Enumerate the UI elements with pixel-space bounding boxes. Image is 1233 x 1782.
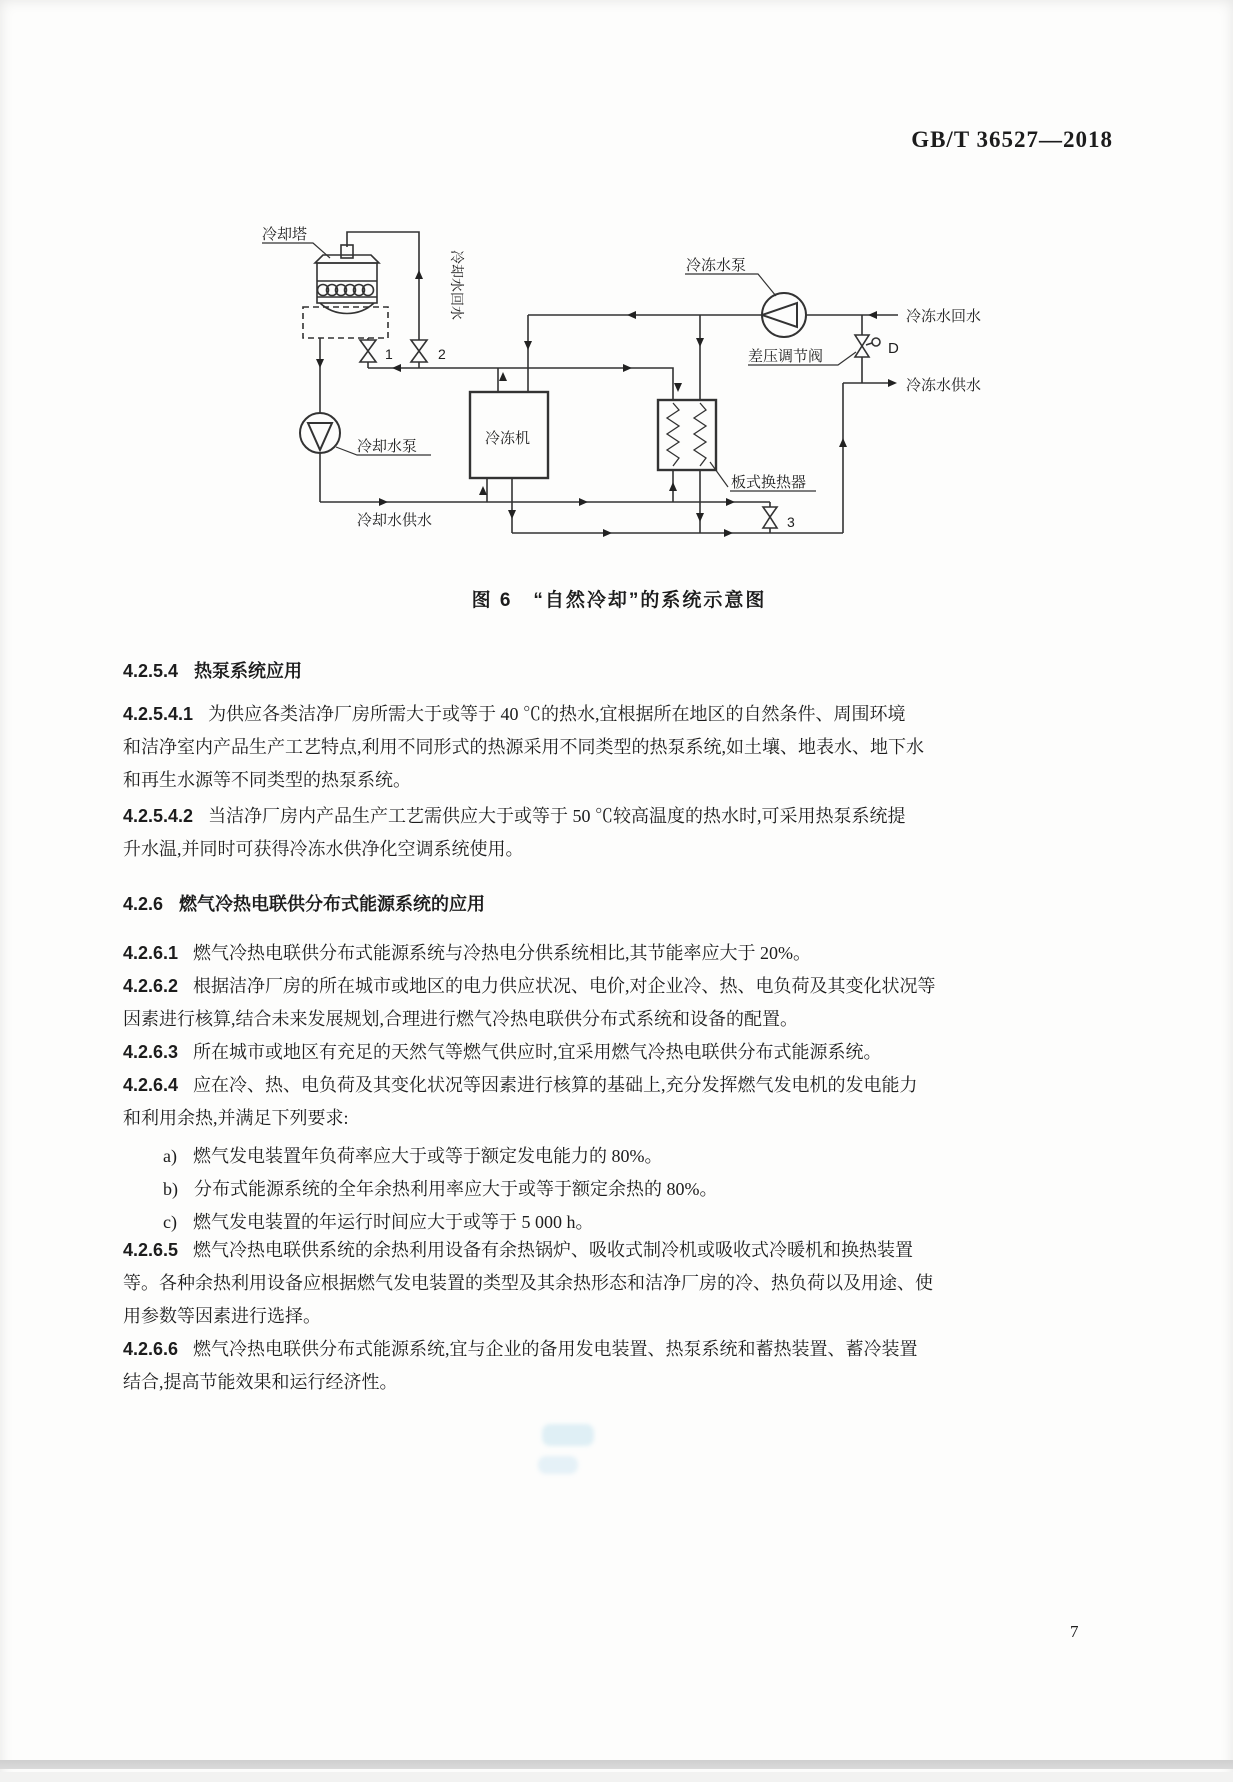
clause-text: 燃气冷热电联供分布式能源系统,宜与企业的备用发电装置、热泵系统和蓄热装置、蓄冷装置 — [193, 1339, 918, 1359]
clause-text: 和利用余热,并满足下列要求: — [123, 1108, 349, 1128]
paragraph-4-2-6-5 — [123, 1234, 1123, 1333]
valve-number-2: 2 — [438, 346, 446, 362]
chilled-water-return-label: 冷冻水回水 — [906, 308, 982, 325]
clause-text: 用参数等因素进行选择。 — [123, 1306, 321, 1326]
paragraph-4-2-6-2 — [123, 970, 1123, 1036]
section-title: 燃气冷热电联供分布式能源系统的应用 — [179, 894, 486, 914]
paragraph-4-2-5-4-2 — [123, 800, 1123, 866]
clause-text: 和洁净室内产品生产工艺特点,利用不同形式的热源采用不同类型的热泵系统,如土壤、地表水、地下水 — [123, 737, 924, 757]
valve-3 — [763, 507, 777, 528]
clause-number: 4.2.6.6 — [123, 1339, 179, 1359]
requirement-list — [123, 1140, 1123, 1239]
body-text — [123, 655, 1123, 1399]
chiller-label: 冷冻机 — [485, 430, 531, 447]
list-item-a — [123, 1140, 1123, 1173]
clause-text: 因素进行核算,结合未来发展规划,合理进行燃气冷热电联供分布式系统和设备的配置。 — [123, 1009, 798, 1029]
scan-edge-bar — [0, 1760, 1233, 1769]
paragraph-4-2-5-4-1 — [123, 698, 1123, 797]
list-text: 分布式能源系统的全年余热利用率应大于或等于额定余热的 80%。 — [194, 1179, 718, 1199]
paragraph-4-2-6-4 — [123, 1069, 1123, 1135]
figure-caption: 图 6 “自然冷却”的系统示意图 — [471, 590, 767, 611]
cooling-water-pump-label: 冷却水泵 — [357, 438, 418, 455]
chilled-water-pump-symbol — [762, 293, 806, 337]
valve-1 — [360, 340, 376, 362]
clause-number: 4.2.5.4.1 — [123, 704, 194, 724]
cooling-water-supply-label: 冷却水供水 — [357, 512, 433, 529]
clause-number: 4.2.6.1 — [123, 943, 179, 963]
cooling-water-return-label: 冷却水回水 — [449, 250, 465, 320]
heading-4-2-6 — [123, 888, 1123, 921]
valve-letter-d: D — [888, 340, 899, 357]
list-text: 燃气发电装置的年运行时间应大于或等于 5 000 h。 — [192, 1212, 594, 1232]
clause-text: 当洁净厂房内产品生产工艺需供应大于或等于 50 ℃较高温度的热水时,可采用热泵系统提 — [208, 806, 906, 826]
clause-text: 结合,提高节能效果和运行经济性。 — [123, 1372, 398, 1392]
pipe-network — [320, 232, 898, 533]
valve-number-3: 3 — [787, 514, 795, 530]
clause-text: 所在城市或地区有充足的天然气等燃气供应时,宜采用燃气冷热电联供分布式能源系统。 — [193, 1042, 882, 1062]
paragraph-4-2-6-1 — [123, 937, 1123, 970]
clause-text: 应在冷、热、电负荷及其变化状况等因素进行核算的基础上,充分发挥燃气发电机的发电能力 — [193, 1075, 918, 1095]
plate-heat-exchanger-box — [658, 400, 716, 470]
clause-number: 4.2.6.4 — [123, 1075, 179, 1095]
list-marker: a) — [163, 1146, 177, 1166]
system-diagram — [0, 0, 1233, 600]
valve-2 — [411, 340, 427, 362]
clause-text: 根据洁净厂房的所在城市或地区的电力供应状况、电价,对企业冷、热、电负荷及其变化状况等 — [193, 976, 936, 996]
clause-text: 燃气冷热电联供系统的余热利用设备有余热锅炉、吸收式制冷机或吸收式冷暖机和换热装置 — [193, 1240, 914, 1260]
section-number: 4.2.5.4 — [123, 661, 179, 681]
scan-watermark — [538, 1424, 608, 1482]
clause-text: 和再生水源等不同类型的热泵系统。 — [123, 770, 411, 790]
chilled-water-pump-label: 冷冻水泵 — [686, 257, 747, 274]
clause-text: 等。各种余热利用设备应根据燃气发电装置的类型及其余热形态和洁净厂房的冷、热负荷以及用途、使 — [123, 1273, 933, 1293]
list-marker: b) — [163, 1179, 178, 1199]
cooling-water-pump-symbol — [300, 413, 340, 453]
cooling-tower — [315, 245, 379, 314]
clause-number: 4.2.6.2 — [123, 976, 179, 996]
clause-text: 燃气冷热电联供分布式能源系统与冷热电分供系统相比,其节能率应大于 20%。 — [193, 943, 812, 963]
clause-text: 升水温,并同时可获得冷冻水供净化空调系统使用。 — [123, 839, 524, 859]
section-title: 热泵系统应用 — [194, 661, 303, 681]
section-number: 4.2.6 — [123, 894, 164, 914]
valve-number-1: 1 — [385, 346, 393, 362]
clause-number: 4.2.6.3 — [123, 1042, 179, 1062]
heading-4-2-5-4 — [123, 655, 1123, 688]
clause-number: 4.2.6.5 — [123, 1240, 179, 1260]
flow-arrows — [316, 270, 897, 537]
pressure-valve-d — [855, 335, 880, 357]
clause-text: 为供应各类洁净厂房所需大于或等于 40 ℃的热水,宜根据所在地区的自然条件、周围环境 — [208, 704, 906, 724]
paragraph-4-2-6-3 — [123, 1036, 1123, 1069]
paragraph-4-2-6-6 — [123, 1333, 1123, 1399]
cooling-tower-label: 冷却塔 — [262, 226, 308, 243]
page-number: 7 — [1070, 1622, 1079, 1641]
chilled-water-supply-label: 冷冻水供水 — [906, 377, 982, 394]
clause-number: 4.2.5.4.2 — [123, 806, 194, 826]
cooling-tower-basin — [303, 307, 388, 338]
standard-code: GB/T 36527—2018 — [911, 127, 1113, 152]
list-text: 燃气发电装置年负荷率应大于或等于额定发电能力的 80%。 — [192, 1146, 663, 1166]
list-item-b — [123, 1173, 1123, 1206]
pressure-diff-valve-label: 差压调节阀 — [748, 348, 824, 365]
scan-edge-shadow — [0, 1772, 1233, 1782]
plate-heat-exchanger-label: 板式换热器 — [731, 474, 807, 491]
list-marker: c) — [163, 1212, 177, 1232]
